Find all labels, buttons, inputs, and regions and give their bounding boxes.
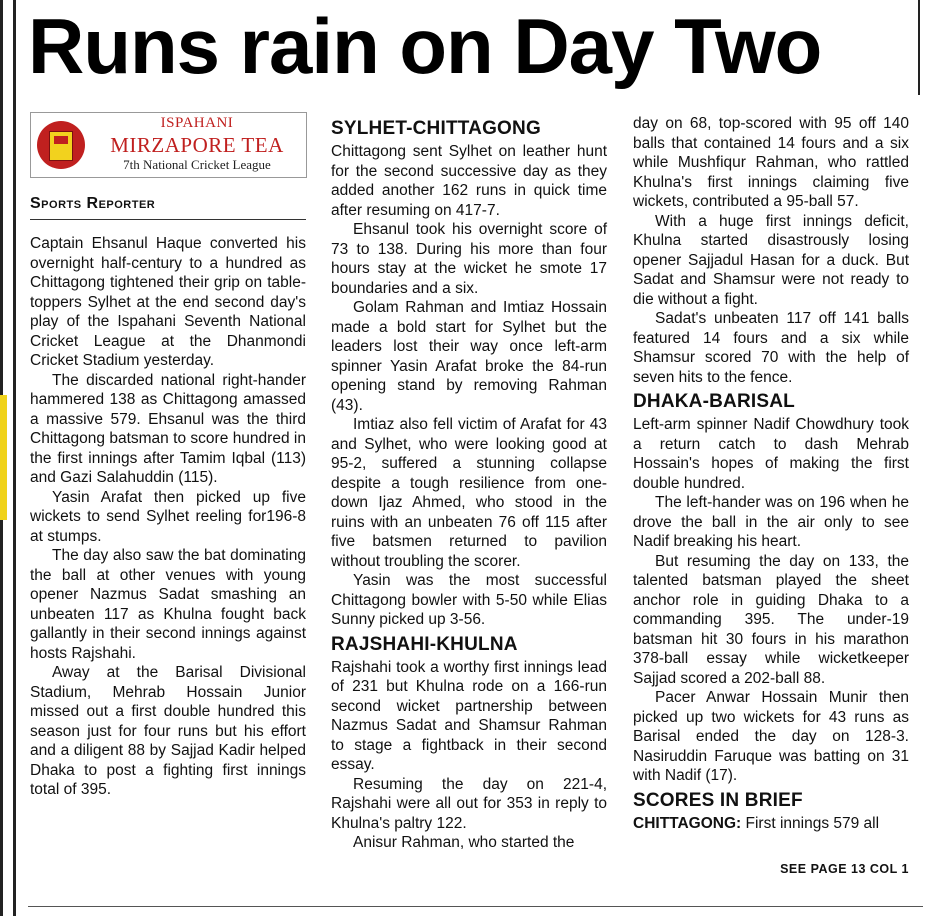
scores-text: First innings 579 all	[741, 814, 880, 832]
paragraph: Captain Ehsanul Haque converted his overnight half-century to a hundred as Chittagong tightened their grip on table-toppers Sylhet at the end second day's play of the Ispahani Seventh National Cricket League at the Dhanmondi Cricket Stadium yesterday.	[30, 235, 306, 369]
column-rule-left	[13, 0, 16, 916]
bottom-rule	[28, 906, 923, 907]
paragraph: Ehsanul took his overnight score of 73 to 138. During his more than four hours stay at the wicket he smote 17 boundaries and a six.	[331, 221, 607, 297]
paragraph: The discarded national right-hander hammered 138 as Chittagong amassed a massive 579. Ehsanul was the third Chittagong batsman to score hundred in the first innings after Tamim Iqbal (113) and Gazi Salahuddin (115).	[30, 371, 306, 486]
paragraph: But resuming the day on 133, the talented batsman played the sheet anchor role in guiding Dhaka to a commanding 395. The under-19 batsman hit 30 fours in his marathon 378-ball essay while wicketkeeper Sajjad scored a 202-ball 88.	[633, 552, 909, 687]
column-3	[633, 114, 909, 833]
paragraph: Pacer Anwar Hossain Munir then picked up two wickets for 43 runs as Barisal ended the day on 128-3. Nasiruddin Faruque was batting on 31 with Nadif (17).	[633, 689, 909, 784]
section-heading: SCORES IN BRIEF	[633, 789, 803, 811]
paragraph: Golam Rahman and Imtiaz Hossain made a bold start for Sylhet but the leaders lost their way once left-arm spinner Yasin Arafat broke the 84-run opening stand by removing Rahman (43).	[331, 299, 607, 414]
section-heading: RAJSHAHI-KHULNA	[331, 633, 518, 655]
paragraph: Left-arm spinner Nadif Chowdhury took a return catch to dash Mehrab Hossain's hopes of making the first double hundred.	[633, 416, 909, 492]
paragraph: Rajshahi took a worthy first innings lead of 231 but Khulna rode on a 166-run second wicket partnership between Nazmus Sadat and Shamsur Rahman to stage a fightback in their second essay.	[331, 658, 607, 773]
page-edge	[0, 0, 8, 916]
paragraph: Away at the Barisal Divisional Stadium, Mehrab Hossain Junior missed out a first double hundred this season just for four runs but his effort and a diligent 88 by Sajjad Kadir helped Dhaka to post a fighting first innings total of 395.	[30, 664, 306, 798]
headline: Runs rain on Day Two	[28, 2, 822, 90]
paragraph: Imtiaz also fell victim of Arafat for 43 and Sylhet, who were looking good at 95-2, suffered a stunning collapse despite a tough resilience from one-down Ijaz Ahmed, who stood in the ruins with an unbeaten 76 off 115 after five batsmen returned to pavilion without troubling the scorer.	[331, 416, 607, 570]
column-1	[30, 234, 306, 800]
scores-label: CHITTAGONG:	[633, 814, 742, 832]
paragraph: Chittagong sent Sylhet on leather hunt for the second successive day as they added another 162 runs in quick time after resuming on 417-7.	[331, 143, 607, 219]
paragraph: Sadat's unbeaten 117 off 141 balls featured 14 fours and a six while Shamsur scored 70 with the help of seven hits to the fence.	[633, 310, 909, 386]
column-2	[331, 118, 607, 853]
paragraph: The left-hander was on 196 when he drove the ball in the air only to see Nadif breaking his heart.	[633, 494, 909, 550]
paragraph: The day also saw the bat dominating the ball at other venues with young opener Nazmus Sadat smashing an unbeaten 117 as Khulna fought back gallantly in their second innings against hosts Rajshahi.	[30, 547, 306, 662]
paragraph: With a huge first innings deficit, Khulna started disastrously losing opener Sajjadul Hasan for a duck. But Sadat and Shamsur were not ready to die without a fight.	[633, 212, 909, 308]
section-heading: DHAKA-BARISAL	[633, 391, 795, 412]
logo-product: MIRZAPORE TEA	[110, 133, 284, 157]
logo-event: 7th National Cricket League	[123, 157, 271, 172]
paragraph: Yasin Arafat then picked up five wickets to send Sylhet reeling for196-8 at stumps.	[30, 488, 306, 545]
byline: Sports Reporter	[30, 195, 306, 220]
section-heading: SYLHET-CHITTAGONG	[331, 118, 541, 139]
scores-line	[633, 814, 909, 834]
paragraph: day on 68, top-scored with 95 off 140 balls that contained 14 fours and a six while Mushfiqur Rahman, who rattled Khulna's first innings claiming five wickets, contributed a 95-ball 57.	[633, 115, 909, 210]
paragraph: Yasin was the most successful Chittagong bowler with 5-50 while Elias Sunny picked up 3-56.	[331, 572, 607, 628]
logo-brand: ISPAHANI	[160, 115, 234, 131]
paragraph: Resuming the day on 221-4, Rajshahi were all out for 353 in reply to Khulna's paltry 122.	[331, 775, 607, 832]
tea-badge-icon	[37, 121, 85, 169]
paragraph: Anisur Rahman, who started the	[353, 834, 575, 851]
sponsor-logo	[30, 112, 307, 178]
continuation-note: SEE PAGE 13 COL 1	[780, 862, 909, 876]
